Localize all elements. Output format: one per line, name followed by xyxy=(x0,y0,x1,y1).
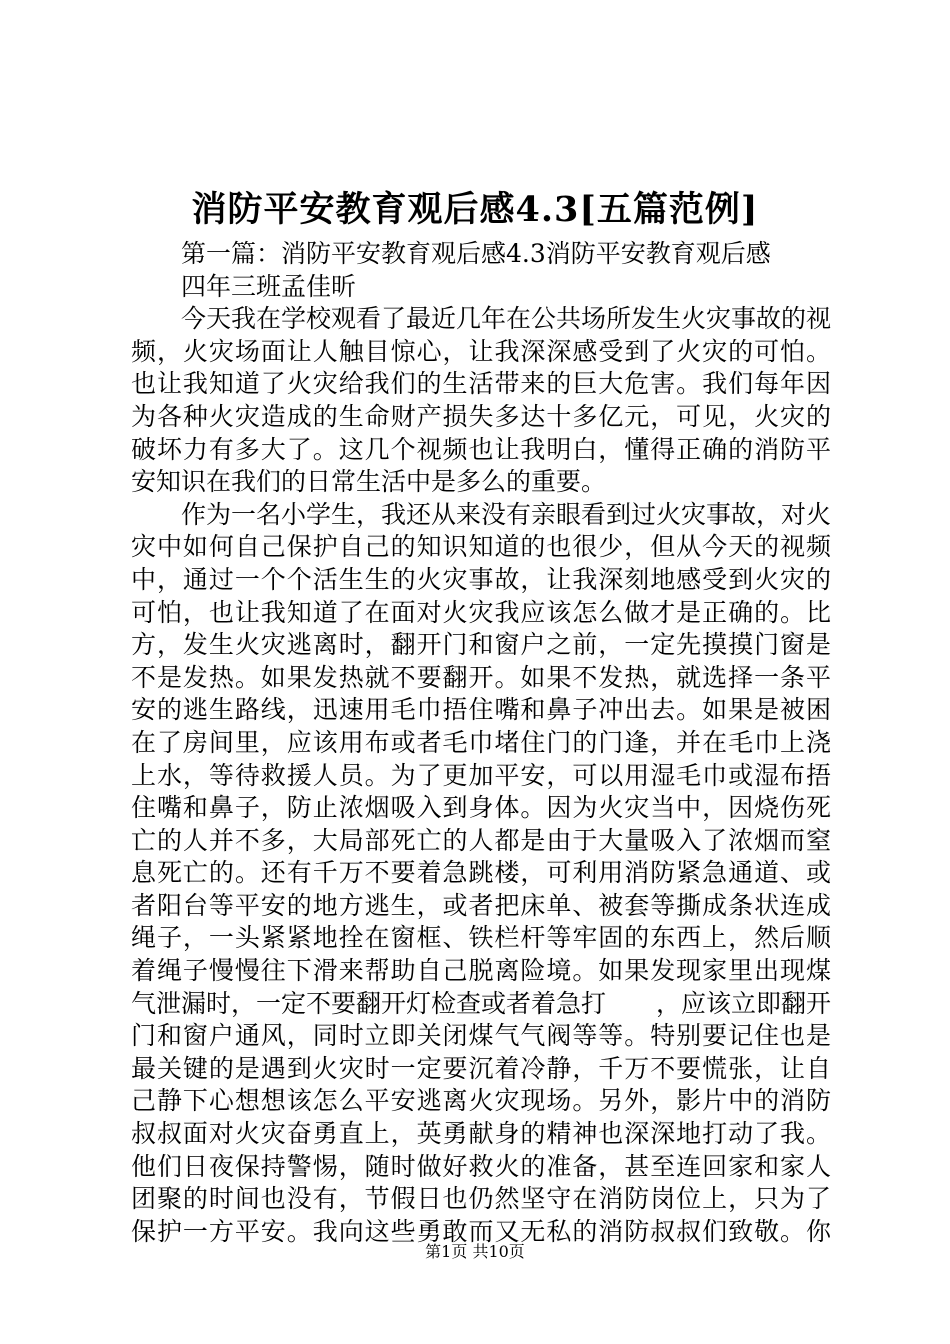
paragraph-line: 绳子，一头紧紧地拴在窗框、铁栏杆等牢固的东西上，然后顺 xyxy=(131,923,831,953)
paragraph-line: 可怕，也让我知道了在面对火灾我应该怎么做才是正确的。比 xyxy=(131,597,831,627)
paragraph-line: 最关键的是遇到火灾时一定要沉着冷静，千万不要慌张，让自 xyxy=(131,1053,831,1083)
author-line: 四年三班孟佳昕 xyxy=(181,271,357,301)
paragraph-line: 灾中如何自己保护自己的知识知道的也很少，但从今天的视频 xyxy=(131,532,831,562)
paragraph-line: 破坏力有多大了。这几个视频也让我明白，懂得正确的消防平 xyxy=(131,434,831,464)
paragraph-line: 上水，等待救援人员。为了更加平安，可以用湿毛巾或湿布捂 xyxy=(131,760,831,790)
paragraph-line: 为各种火灾造成的生命财产损失多达十多亿元，可见，火灾的 xyxy=(131,401,831,431)
paragraph-line: 作为一名小学生，我还从来没有亲眼看到过火灾事故，对火 xyxy=(181,499,832,529)
document-title: 消防平安教育观后感4.3[五篇范例] xyxy=(191,189,759,230)
paragraph-line: 方，发生火灾逃离时，翻开门和窗户之前，一定先摸摸门窗是 xyxy=(131,630,831,660)
paragraph-line: 者阳台等平安的地方逃生，或者把床单、被套等撕成条状连成 xyxy=(131,890,831,920)
paragraph-line: 安知识在我们的日常生活中是多么的重要。 xyxy=(131,467,607,497)
paragraph-line: 频，火灾场面让人触目惊心，让我深深感受到了火灾的可怕。 xyxy=(131,336,831,366)
document-body xyxy=(131,238,831,1248)
section-heading: 第一篇：消防平安教育观后感4.3消防平安教育观后感 xyxy=(181,239,771,268)
page-footer: 第1页 共10页 xyxy=(425,1242,525,1261)
paragraph-1 xyxy=(131,303,831,499)
paragraph-line: 团聚的时间也没有，节假日也仍然坚守在消防岗位上，只为了 xyxy=(131,1184,831,1214)
paragraph-line: 己静下心想想该怎么平安逃离火灾现场。另外，影片中的消防 xyxy=(131,1086,831,1116)
paragraph-line: 他们日夜保持警惕，随时做好救火的准备，甚至连回家和家人 xyxy=(131,1151,831,1181)
paragraph-line: 安的逃生路线，迅速用毛巾捂住嘴和鼻子冲出去。如果是被困 xyxy=(131,695,831,725)
paragraph-line: 在了房间里，应该用布或者毛巾堵住门的门逢，并在毛巾上浇 xyxy=(131,727,831,757)
paragraph-line: 中，通过一个个活生生的火灾事故，让我深刻地感受到火灾的 xyxy=(131,564,831,594)
paragraph-line: 气泄漏时，一定不要翻开灯检查或者着急打 ，应该立即翻开 xyxy=(131,988,832,1018)
paragraph-line: 门和窗户通风，同时立即关闭煤气气阀等等。特别要记住也是 xyxy=(131,1021,831,1051)
paragraph-line: 住嘴和鼻子，防止浓烟吸入到身体。因为火灾当中，因烧伤死 xyxy=(131,793,831,823)
paragraph-line: 也让我知道了火灾给我们的生活带来的巨大危害。我们每年因 xyxy=(131,369,831,399)
paragraph-line: 不是发热。如果发热就不要翻开。如果不发热，就选择一条平 xyxy=(131,662,831,692)
paragraph-line: 着绳子慢慢往下滑来帮助自己脱离险境。如果发现家里出现煤 xyxy=(131,956,831,986)
paragraph-line: 叔叔面对火灾奋勇直上，英勇献身的精神也深深地打动了我。 xyxy=(131,1119,831,1149)
paragraph-line: 今天我在学校观看了最近几年在公共场所发生火灾事故的视 xyxy=(181,304,832,334)
paragraph-line: 保护一方平安。我向这些勇敢而又无私的消防叔叔们致敬。你 xyxy=(131,1216,831,1246)
paragraph-line: 亡的人并不多，大局部死亡的人都是由于大量吸入了浓烟而窒 xyxy=(131,825,831,855)
paragraph-line: 息死亡的。还有千万不要着急跳楼，可利用消防紧急通道、或 xyxy=(131,858,831,888)
paragraph-2 xyxy=(131,499,831,1249)
